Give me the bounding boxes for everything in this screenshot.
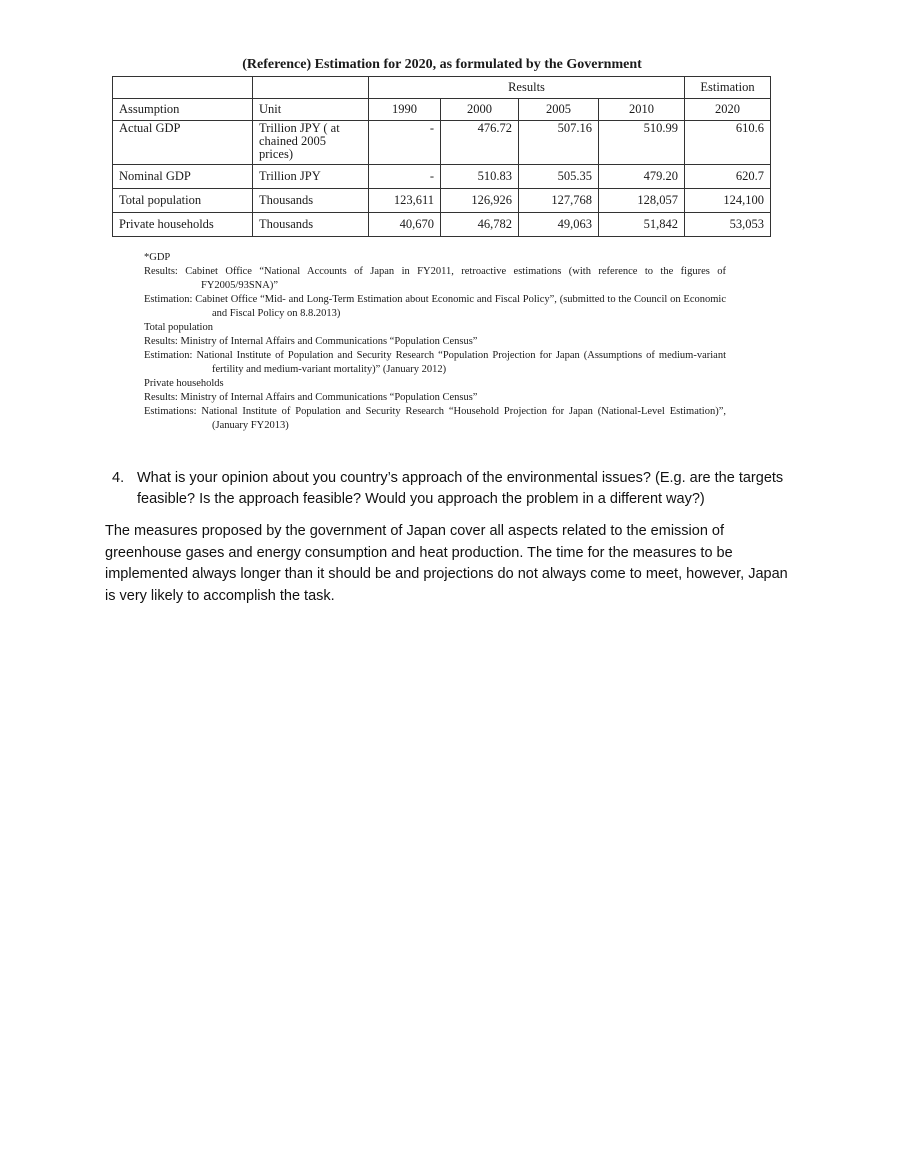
table-cell: 510.83 (441, 165, 519, 189)
table-cell: 620.7 (685, 165, 771, 189)
table-row (113, 213, 771, 237)
table-source-notes (144, 251, 726, 433)
table-cell: 610.6 (685, 121, 771, 165)
row-unit: Trillion JPY ( at chained 2005 prices) (253, 121, 369, 165)
table-cell: 51,842 (599, 213, 685, 237)
year-header: 1990 (369, 99, 441, 121)
question-number: 4. (112, 470, 125, 486)
table-title: (Reference) Estimation for 2020, as formulated by the Government (242, 57, 642, 72)
table-cell: 40,670 (369, 213, 441, 237)
table-cell: 123,611 (369, 189, 441, 213)
answer-paragraph: The measures proposed by the government of Japan cover all aspects related to the emission of greenhouse gases and energy consumption and heat production. The time for the measures to be implemented always longer than it should be and projections do not always come to meet, however, Japan is very likely to accomplish the task. (105, 523, 788, 604)
table-row (113, 189, 771, 213)
question-text: What is your opinion about you country’s approach of the environmental issues? (E.g. are the targets feasible? Is the approach feasible? Would you approach the problem in a different way?) (137, 470, 784, 507)
results-header: Results (369, 77, 685, 99)
header-blank-cell (113, 77, 253, 99)
notes-households-results: Results: Ministry of Internal Affairs and Communications “Population Census” (144, 392, 478, 403)
estimation-table (112, 76, 771, 237)
notes-households-estimation: Estimations: National Institute of Population and Security Research “Household Projection for Japan (National-Level Estimation)”, (January FY2013) (144, 406, 726, 431)
row-label: Total population (113, 189, 253, 213)
header-blank-cell (253, 77, 369, 99)
year-header: 2000 (441, 99, 519, 121)
row-unit: Trillion JPY (253, 165, 369, 189)
reference-table-figure (112, 56, 772, 433)
notes-gdp-results: Results: Cabinet Office “National Accounts of Japan in FY2011, retroactive estimations (with reference to the figures of FY2005/93SNA)” (144, 266, 726, 291)
table-cell: 128,057 (599, 189, 685, 213)
assumption-header: Assumption (113, 99, 253, 121)
table-cell: 124,100 (685, 189, 771, 213)
table-row (113, 121, 771, 165)
notes-population-results: Results: Ministry of Internal Affairs and Communications “Population Census” (144, 336, 478, 347)
year-header: 2010 (599, 99, 685, 121)
notes-population-estimation: Estimation: National Institute of Population and Security Research “Population Projection for Japan (Assumptions of medium-variant fertility and medium-variant mortality)” (January 2012) (144, 350, 726, 375)
table-cell: 49,063 (519, 213, 599, 237)
table-header-row-2 (113, 99, 771, 121)
table-cell: 53,053 (685, 213, 771, 237)
table-cell: 507.16 (519, 121, 599, 165)
table-row (113, 165, 771, 189)
row-unit: Thousands (253, 213, 369, 237)
table-cell: 505.35 (519, 165, 599, 189)
row-label: Nominal GDP (113, 165, 253, 189)
notes-population-heading: Total population (144, 322, 213, 333)
year-header: 2005 (519, 99, 599, 121)
table-header-row-1 (113, 77, 771, 99)
notes-gdp-estimation: Estimation: Cabinet Office “Mid- and Long-Term Estimation about Economic and Fiscal Policy”, (submitted to the Council on Economic and Fiscal Policy on 8.8.2013) (144, 294, 726, 319)
table-cell: 127,768 (519, 189, 599, 213)
table-cell: 126,926 (441, 189, 519, 213)
table-cell: 479.20 (599, 165, 685, 189)
estimation-header: Estimation (685, 77, 771, 99)
table-cell: 510.99 (599, 121, 685, 165)
table-cell: 476.72 (441, 121, 519, 165)
notes-gdp-heading: *GDP (144, 252, 171, 263)
table-cell: - (369, 165, 441, 189)
row-label: Actual GDP (113, 121, 253, 165)
row-label: Private households (113, 213, 253, 237)
table-cell: - (369, 121, 441, 165)
year-header: 2020 (685, 99, 771, 121)
notes-households-heading: Private households (144, 378, 224, 389)
table-cell: 46,782 (441, 213, 519, 237)
unit-header: Unit (253, 99, 369, 121)
row-unit: Thousands (253, 189, 369, 213)
question-item (112, 468, 802, 510)
